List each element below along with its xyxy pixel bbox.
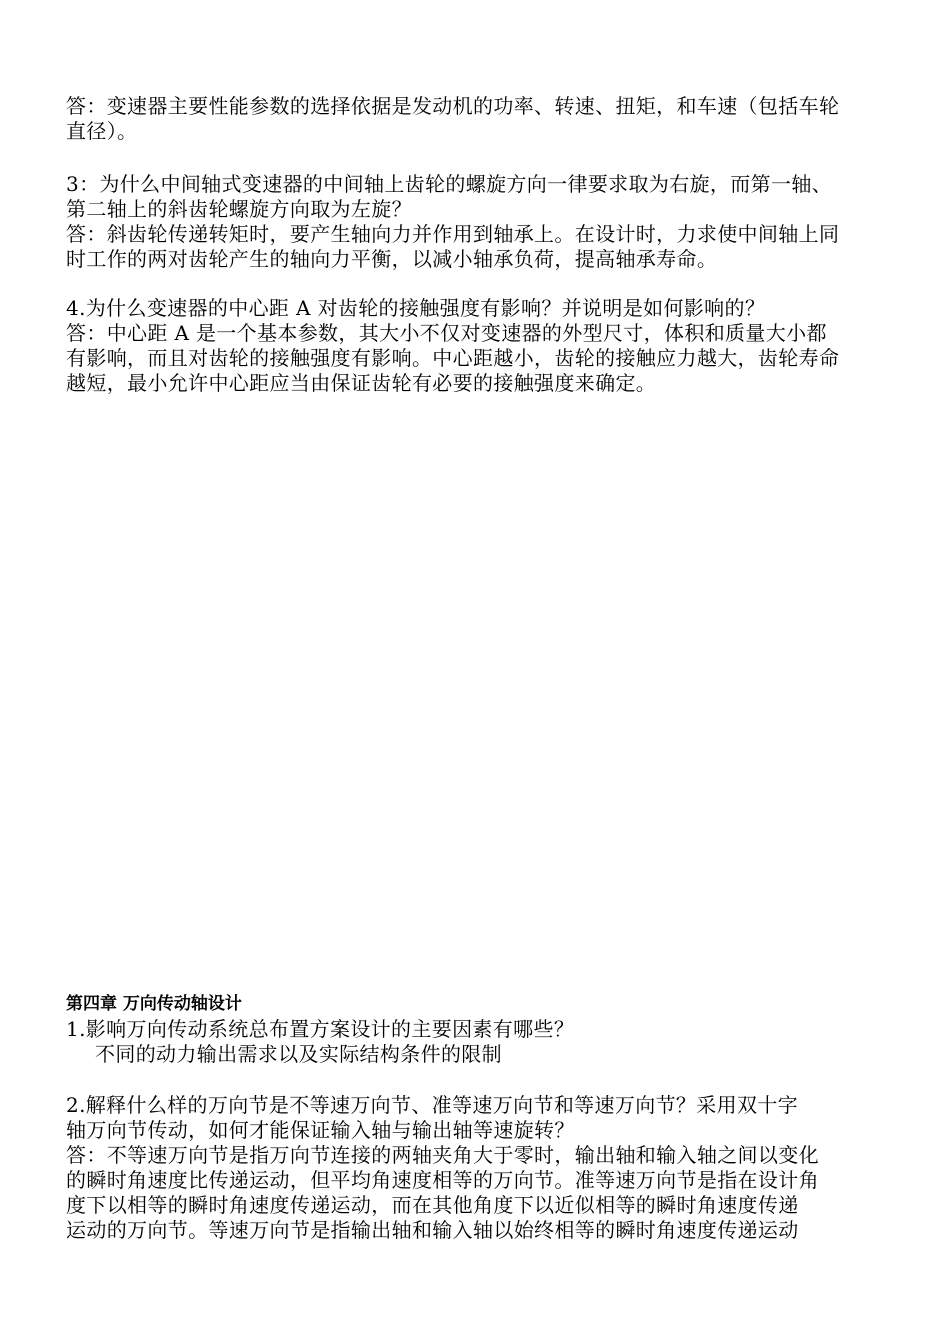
answer-block-q2 (66, 94, 886, 144)
answer-line: 答：中心距 A 是一个基本参数，其大小不仅对变速器的外型尺寸，体积和质量大小都 (66, 321, 827, 345)
answer-line: 运动的万向节。等速万向节是指输出轴和输入轴以始终相等的瞬时角速度传递运动 (66, 1218, 799, 1242)
chapter-4-section (66, 992, 886, 1067)
answer-line: 答：斜齿轮传递转矩时，要产生轴向力并作用到轴承上。在设计时，力求使中间轴上同 (66, 222, 840, 246)
question-line: 轴万向节传动，如何才能保证输入轴与输出轴等速旋转？ (66, 1118, 575, 1142)
question-line: 1.影响万向传动系统总布置方案设计的主要因素有哪些？ (66, 1017, 575, 1041)
answer-line: 不同的动力输出需求以及实际结构条件的限制 (95, 1042, 502, 1066)
question-block-ch4-q2 (66, 1093, 886, 1243)
answer-line: 答：不等速万向节是指万向节连接的两轴夹角大于零时，输出轴和输入轴之间以变化 (66, 1143, 819, 1167)
question-line: 第二轴上的斜齿轮螺旋方向取为左旋？ (66, 197, 412, 221)
question-line: 3：为什么中间轴式变速器的中间轴上齿轮的螺旋方向一律要求取为右旋，而第一轴、 (66, 172, 833, 196)
answer-line: 答：变速器主要性能参数的选择依据是发动机的功率、转速、扭矩，和车速（包括车轮 (66, 94, 840, 118)
chapter-title: 第四章 万向传动轴设计 (66, 994, 242, 1014)
answer-line: 越短，最小允许中心距应当由保证齿轮有必要的接触强度来确定。 (66, 371, 657, 395)
answer-line: 的瞬时角速度比传递运动，但平均角速度相等的万向节。准等速万向节是指在设计角 (66, 1168, 819, 1192)
answer-line: 度下以相等的瞬时角速度传递运动，而在其他角度下以近似相等的瞬时角速度传递 (66, 1193, 799, 1217)
question-line: 4.为什么变速器的中心距 A 对齿轮的接触强度有影响？并说明是如何影响的？ (66, 296, 766, 320)
answer-line: 有影响，而且对齿轮的接触强度有影响。中心距越小，齿轮的接触应力越大，齿轮寿命 (66, 346, 840, 370)
answer-line: 时工作的两对齿轮产生的轴向力平衡，以减小轴承负荷，提高轴承寿命。 (66, 247, 718, 271)
answer-line: 直径）。 (66, 119, 138, 143)
question-block-q4 (66, 296, 886, 396)
question-line: 2.解释什么样的万向节是不等速万向节、准等速万向节和等速万向节？采用双十字 (66, 1093, 799, 1117)
question-block-q3 (66, 172, 886, 272)
